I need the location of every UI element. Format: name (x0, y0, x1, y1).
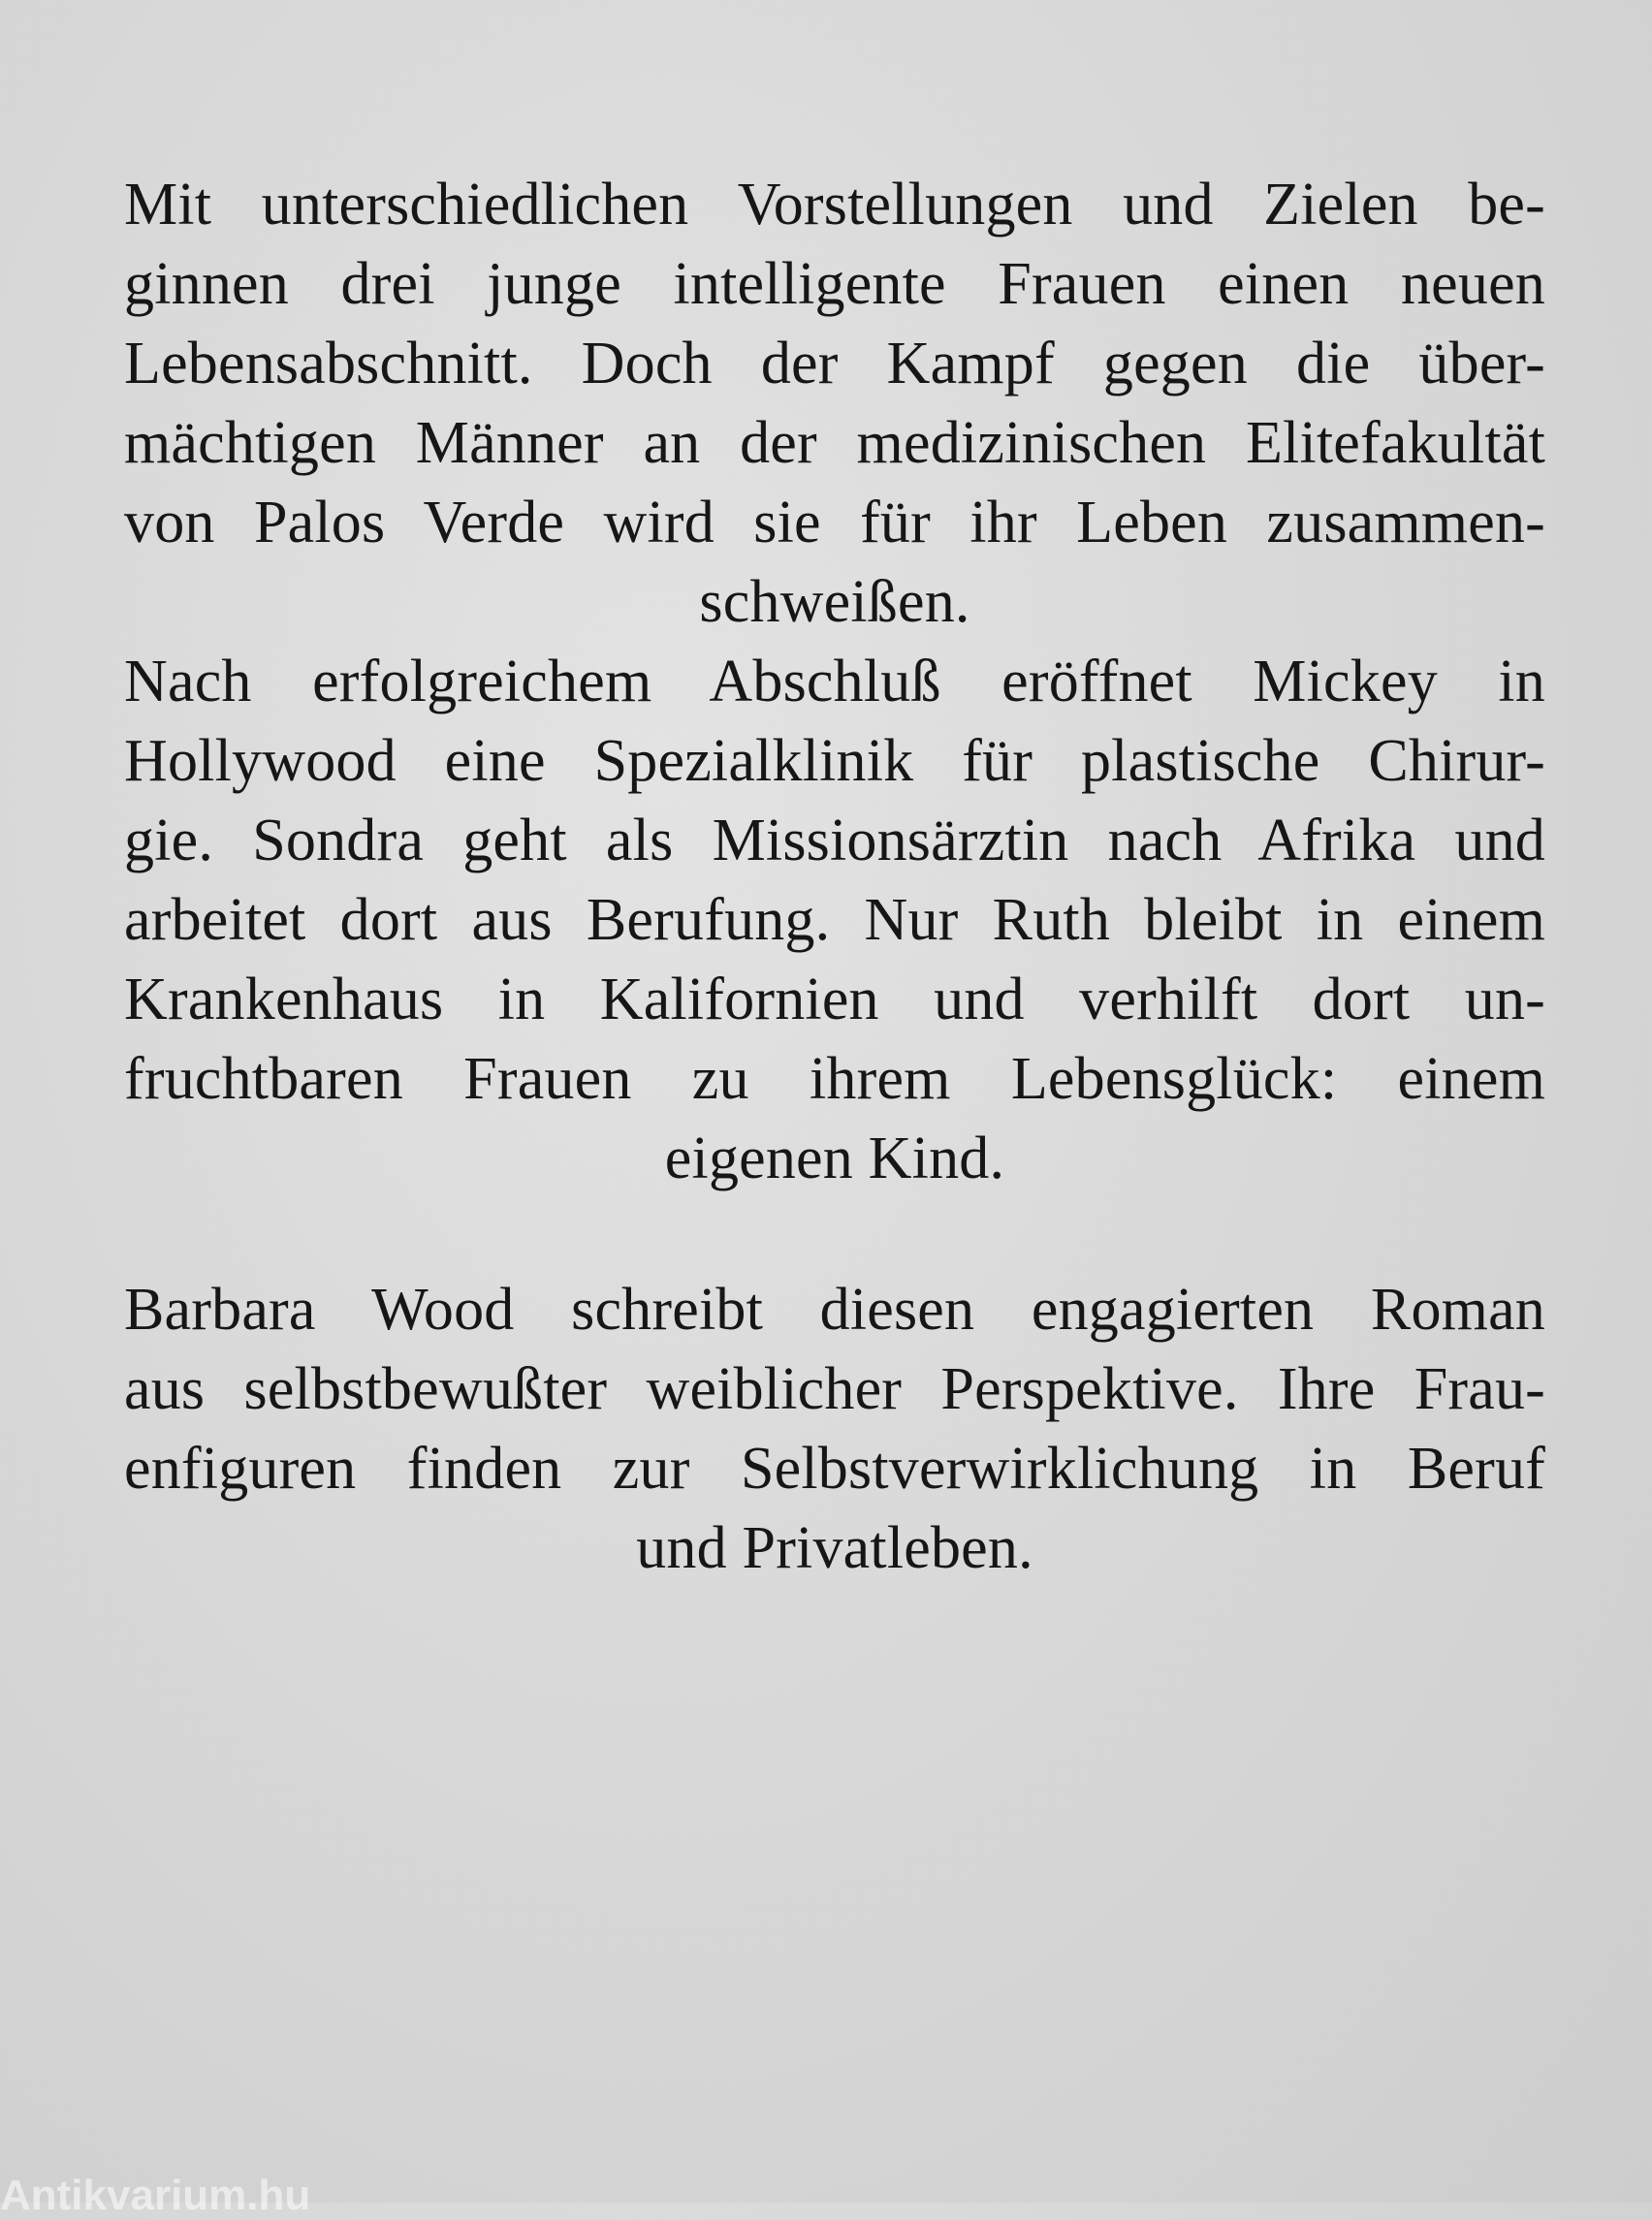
text-line: Lebensabschnitt. Doch der Kampf gegen die über- (124, 331, 1545, 396)
paragraph-spacer (124, 1198, 1545, 1270)
text-line: Barbara Wood schreibt diesen engagierten Roman (124, 1277, 1545, 1343)
paragraph-intro (124, 165, 1545, 642)
watermark-text: Antikvarium.hu (0, 2172, 311, 2219)
text-line: schweißen. (699, 569, 970, 635)
text-line: ginnen drei junge intelligente Frauen einen neuen (124, 251, 1545, 317)
text-line: gie. Sondra geht als Missionsärztin nach Afrika und (124, 808, 1545, 873)
text-line: aus selbstbewußter weiblicher Perspektive. Ihre Frau- (124, 1356, 1545, 1422)
text-line: mächtigen Männer an der medizinischen Elitefakultät (124, 410, 1545, 476)
text-line: enfiguren finden zur Selbstverwirklichung in Beruf (124, 1436, 1545, 1502)
text-line: Nach erfolgreichem Abschluß eröffnet Mickey in (124, 649, 1545, 714)
text-line: fruchtbaren Frauen zu ihrem Lebensglück: einem (124, 1046, 1545, 1112)
paragraph-author (124, 1270, 1545, 1588)
text-line: Mit unterschiedlichen Vorstellungen und Zielen be- (124, 172, 1545, 238)
text-line: eigenen Kind. (664, 1126, 1005, 1191)
text-line: und Privatleben. (636, 1515, 1033, 1581)
text-line: Hollywood eine Spezialklinik für plastische Chirur- (124, 728, 1545, 794)
blurb-text (124, 165, 1545, 1588)
paragraph-careers (124, 642, 1545, 1198)
text-line: Krankenhaus in Kalifornien und verhilft dort un- (124, 967, 1545, 1032)
text-line: arbeitet dort aus Berufung. Nur Ruth bleibt in einem (124, 887, 1545, 953)
text-line: von Palos Verde wird sie für ihr Leben zusammen- (124, 490, 1545, 555)
